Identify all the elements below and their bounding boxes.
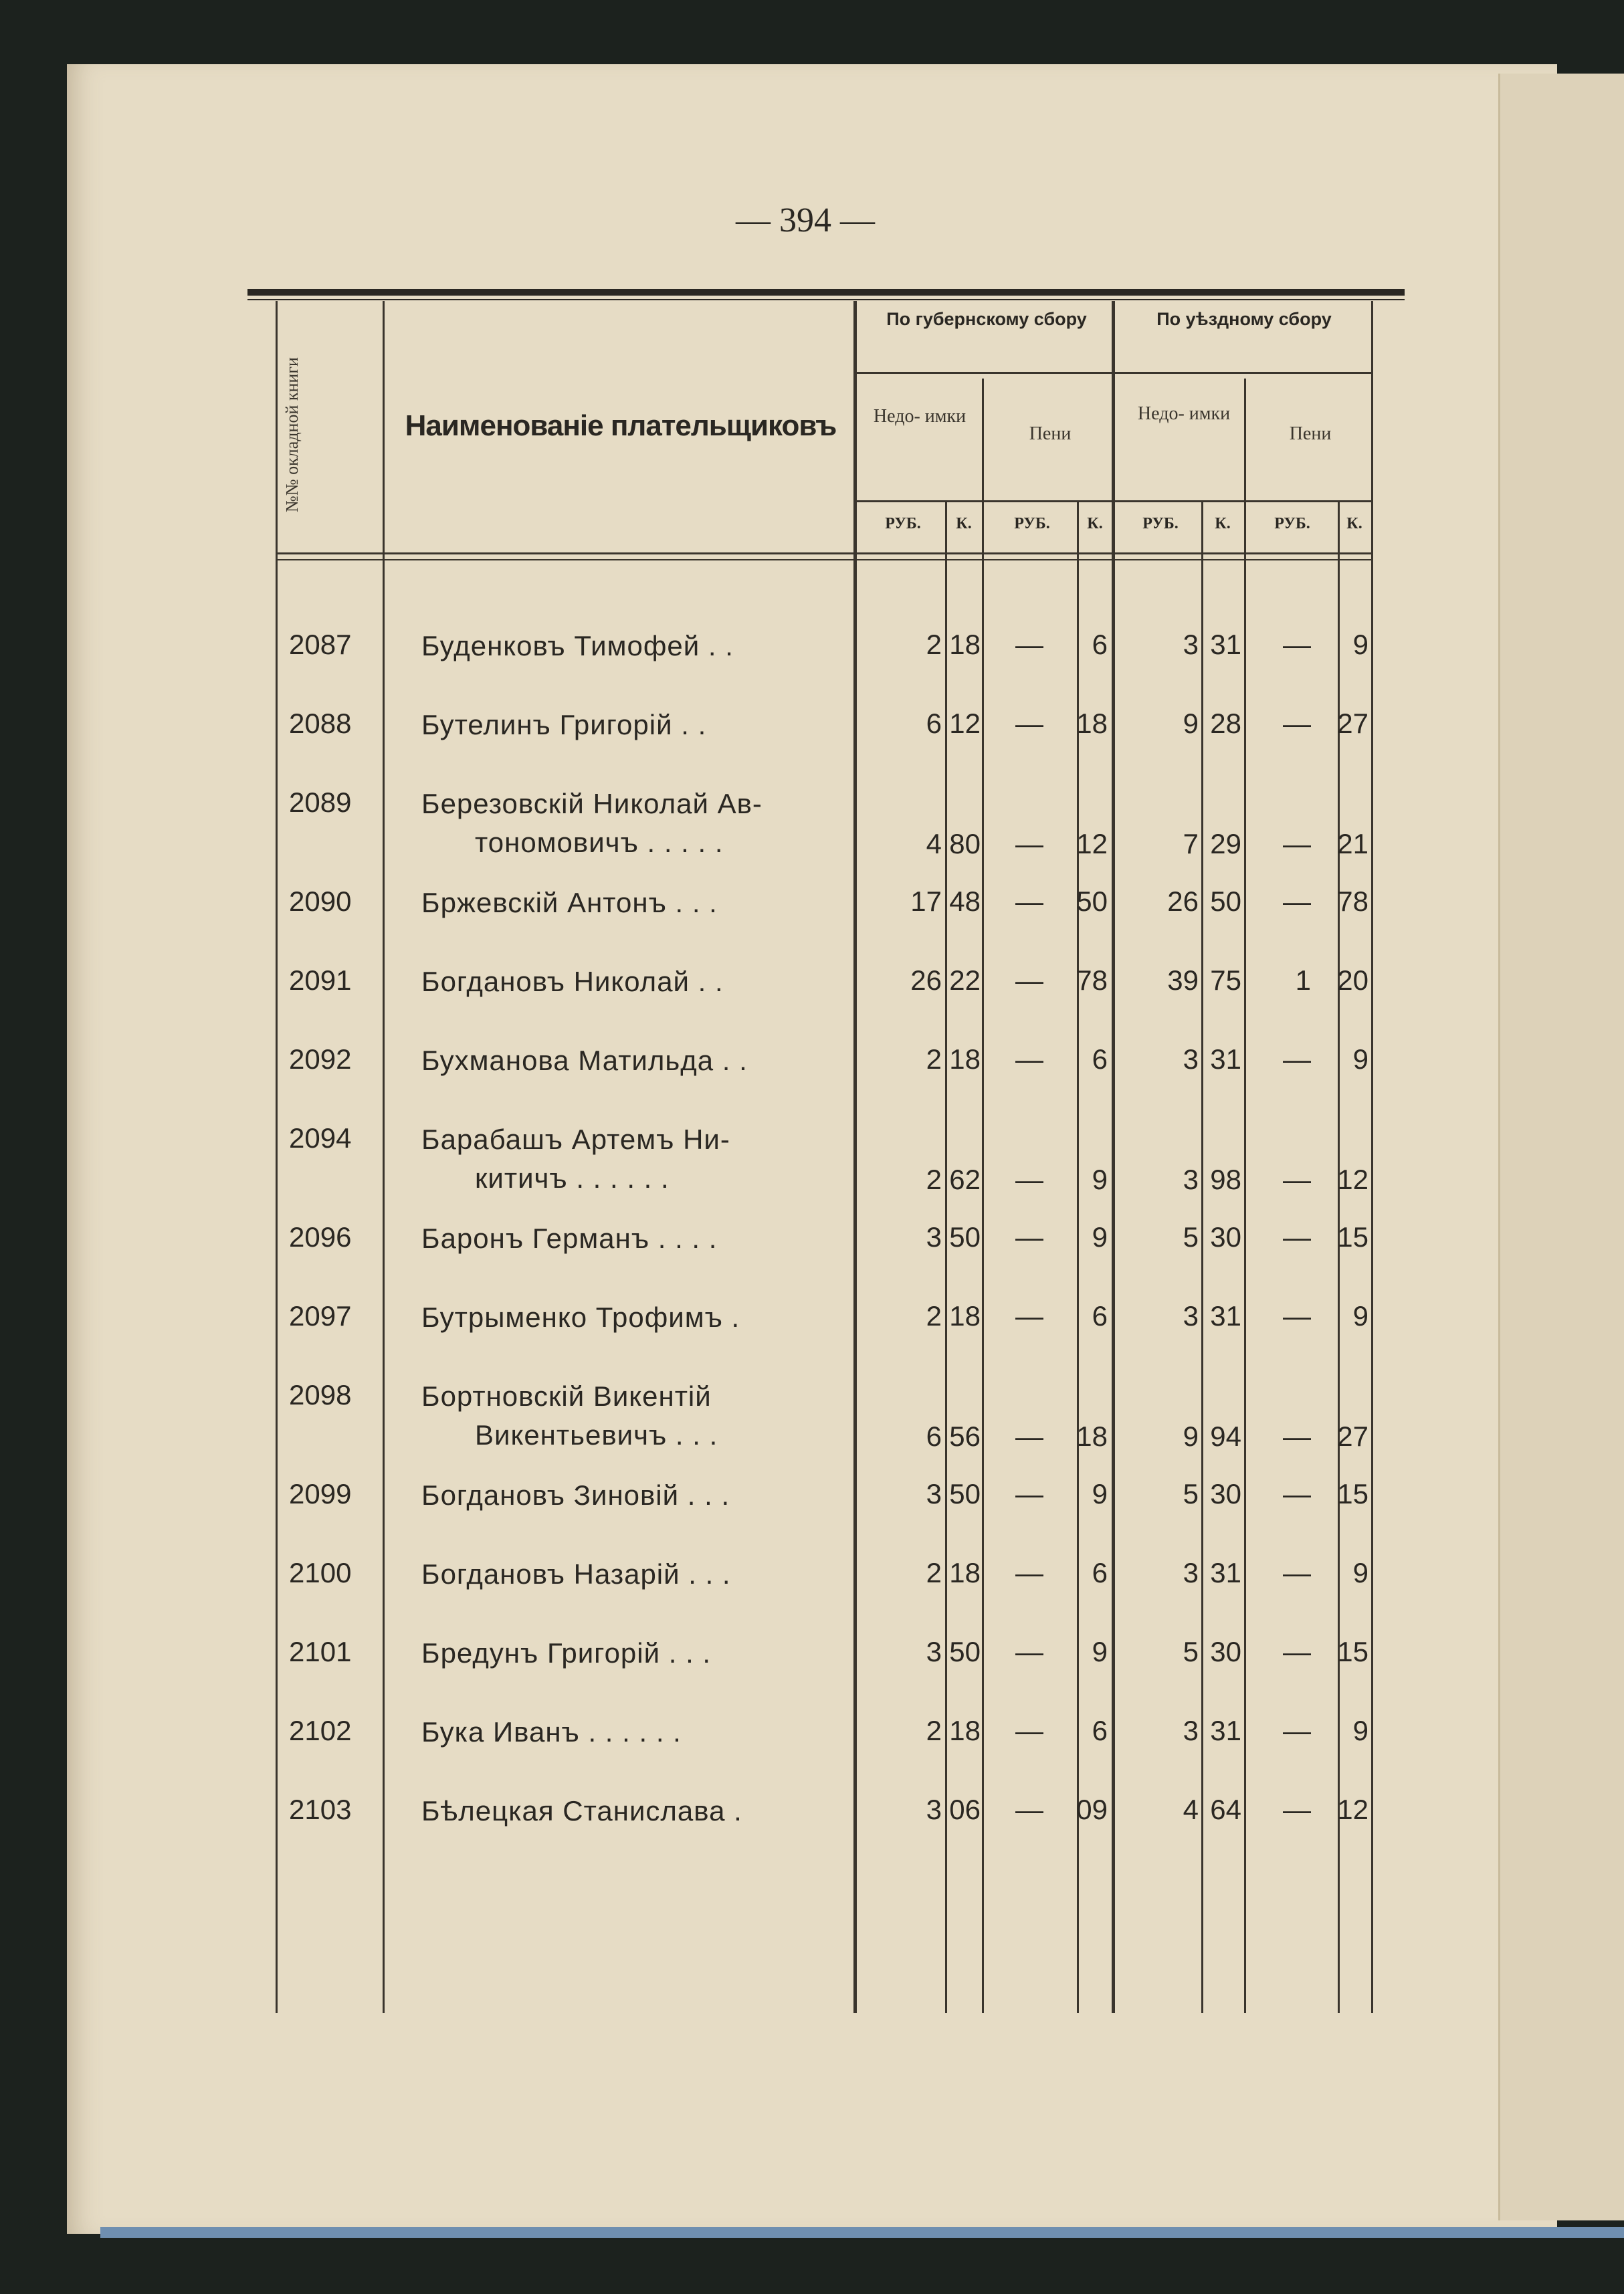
amount-u-pe-r: —: [1283, 1221, 1311, 1253]
amount-g-ar-r: 3: [926, 1221, 942, 1253]
amount-g-ar-k: 62: [949, 1164, 981, 1195]
payer-name: Баронъ Германъ . . . .: [421, 1223, 718, 1254]
amount-g-ar-r: 2: [926, 1164, 942, 1195]
amount-g-pe-k: 50: [1076, 885, 1108, 917]
book-number: 2089: [289, 787, 352, 818]
amount-g-pe-k: 6: [1092, 1557, 1108, 1588]
payer-name: Богдановъ Николай . .: [421, 966, 724, 997]
amount-u-pe-k: 15: [1337, 1636, 1368, 1667]
amount-u-ar-r: 9: [1183, 1421, 1199, 1452]
amount-g-pe-r: —: [1015, 1043, 1043, 1075]
book-number: 2098: [289, 1379, 352, 1411]
amount-u-ar-r: 5: [1183, 1221, 1199, 1253]
amount-g-pe-r: —: [1015, 1221, 1043, 1253]
header-line-3: [276, 552, 1371, 554]
book-number: 2087: [289, 629, 352, 660]
amount-u-pe-r: —: [1283, 885, 1311, 917]
amount-u-pe-k: 27: [1337, 708, 1368, 739]
amount-g-ar-r: 3: [926, 1636, 942, 1667]
amount-u-pe-r: —: [1283, 1715, 1311, 1746]
book-number: 2099: [289, 1478, 352, 1509]
amount-u-pe-r: —: [1283, 1636, 1311, 1667]
amount-g-ar-r: 3: [926, 1794, 942, 1825]
col-line-gubern: [1112, 301, 1115, 2013]
amount-g-ar-r: 6: [926, 708, 942, 739]
book-number: 2100: [289, 1557, 352, 1588]
amount-u-pe-k: 20: [1337, 964, 1368, 996]
col-line-g-ar: [982, 379, 984, 2013]
amount-u-ar-k: 64: [1210, 1794, 1241, 1825]
amount-g-pe-k: 09: [1076, 1794, 1108, 1825]
book-number: 2103: [289, 1794, 352, 1825]
book-no-header: №№ окладной книги: [282, 357, 302, 512]
amount-u-pe-k: 9: [1352, 1557, 1368, 1588]
amount-u-ar-k: 31: [1210, 1715, 1241, 1746]
amount-g-ar-k: 18: [949, 1715, 981, 1746]
payer-name: Бутрыменко Трофимъ .: [421, 1301, 740, 1333]
amount-u-ar-r: 3: [1183, 1300, 1199, 1332]
col-line-right: [1371, 301, 1373, 2013]
payer-name: Бѣлецкая Станислава .: [421, 1795, 742, 1827]
book-number: 2096: [289, 1221, 352, 1253]
amount-g-pe-r: —: [1015, 1557, 1043, 1588]
amount-u-ar-k: 98: [1210, 1164, 1241, 1195]
amount-u-ar-r: 9: [1183, 708, 1199, 739]
amount-g-pe-k: 9: [1092, 1636, 1108, 1667]
amount-u-ar-k: 30: [1210, 1221, 1241, 1253]
uezd-header: По уѣздному сбору: [1156, 309, 1332, 329]
header-line-2: [853, 500, 1371, 502]
amount-g-ar-r: 17: [910, 885, 942, 917]
payer-name: Бредунъ Григорій . . .: [421, 1637, 712, 1669]
amount-u-ar-r: 5: [1183, 1478, 1199, 1509]
table-top-thin-rule: [247, 299, 1405, 300]
amount-g-ar-r: 6: [926, 1421, 942, 1452]
book-number: 2091: [289, 964, 352, 996]
amount-g-pe-r: —: [1015, 1478, 1043, 1509]
amount-u-ar-r: 5: [1183, 1636, 1199, 1667]
amount-u-pe-k: 15: [1337, 1221, 1368, 1253]
amount-u-pe-r: —: [1283, 708, 1311, 739]
facing-page-edge: [1498, 74, 1624, 2220]
amount-g-ar-r: 4: [926, 828, 942, 859]
amount-u-pe-k: 27: [1337, 1421, 1368, 1452]
payer-name: Викентьевичъ . . .: [475, 1419, 718, 1451]
amount-g-pe-k: 6: [1092, 1715, 1108, 1746]
page-number: — 394 —: [736, 201, 875, 239]
header-line-1: [853, 372, 1371, 374]
amount-g-pe-k: 78: [1076, 964, 1108, 996]
amount-u-ar-r: 3: [1183, 1715, 1199, 1746]
amount-u-ar-k: 31: [1210, 629, 1241, 660]
amount-u-ar-k: 50: [1210, 885, 1241, 917]
col-line-left: [276, 301, 278, 2013]
amount-g-ar-k: 22: [949, 964, 981, 996]
amount-g-pe-k: 6: [1092, 1043, 1108, 1075]
amount-u-ar-r: 7: [1183, 828, 1199, 859]
amount-g-pe-r: —: [1015, 1421, 1043, 1452]
amount-u-ar-k: 30: [1210, 1636, 1241, 1667]
amount-g-ar-k: 06: [949, 1794, 981, 1825]
book-number: 2097: [289, 1300, 352, 1332]
amount-u-ar-k: 30: [1210, 1478, 1241, 1509]
amount-g-ar-k: 50: [949, 1636, 981, 1667]
book-number: 2090: [289, 885, 352, 917]
amount-g-pe-r: —: [1015, 885, 1043, 917]
g-arrears-header: Недо- имки: [873, 406, 967, 427]
amount-u-ar-k: 75: [1210, 964, 1241, 996]
payer-name: Буденковъ Тимофей . .: [421, 630, 734, 661]
amount-g-ar-k: 56: [949, 1421, 981, 1452]
g-pe-kop-unit: К.: [1087, 515, 1103, 532]
amount-g-pe-k: 18: [1076, 1421, 1108, 1452]
amount-u-pe-k: 21: [1337, 828, 1368, 859]
amount-g-pe-r: —: [1015, 1300, 1043, 1332]
amount-g-ar-k: 18: [949, 1043, 981, 1075]
u-pe-rub-unit: РУБ.: [1274, 515, 1310, 532]
amount-g-pe-k: 9: [1092, 1164, 1108, 1195]
amount-u-ar-r: 3: [1183, 1164, 1199, 1195]
amount-u-pe-k: 78: [1337, 885, 1368, 917]
header-line-4: [276, 559, 1371, 560]
amount-u-pe-r: —: [1283, 1478, 1311, 1509]
g-ar-kop-unit: К.: [956, 515, 972, 532]
amount-u-ar-r: 3: [1183, 629, 1199, 660]
amount-g-pe-k: 6: [1092, 629, 1108, 660]
amount-g-pe-r: —: [1015, 629, 1043, 660]
amount-g-pe-r: —: [1015, 708, 1043, 739]
payer-name: Барабашъ Артемъ Ни-: [421, 1124, 730, 1155]
col-line-book-no: [383, 301, 385, 2013]
g-pe-rub-unit: РУБ.: [1014, 515, 1050, 532]
amount-u-ar-k: 31: [1210, 1300, 1241, 1332]
amount-u-ar-k: 94: [1210, 1421, 1241, 1452]
payer-name: тономовичъ . . . . .: [475, 827, 724, 858]
amount-g-ar-k: 48: [949, 885, 981, 917]
amount-u-pe-r: —: [1283, 1164, 1311, 1195]
amount-g-pe-r: —: [1015, 1164, 1043, 1195]
payer-name-header: Наименованіе плательщиковъ: [405, 409, 837, 442]
amount-g-pe-r: —: [1015, 1794, 1043, 1825]
amount-g-pe-k: 9: [1092, 1221, 1108, 1253]
g-ar-rub-unit: РУБ.: [885, 515, 921, 532]
amount-g-ar-r: 3: [926, 1478, 942, 1509]
amount-u-pe-k: 9: [1352, 629, 1368, 660]
amount-g-pe-r: —: [1015, 964, 1043, 996]
amount-g-pe-k: 18: [1076, 708, 1108, 739]
u-ar-rub-unit: РУБ.: [1142, 515, 1179, 532]
book-number: 2088: [289, 708, 352, 739]
book-number: 2102: [289, 1715, 352, 1746]
amount-u-ar-k: 31: [1210, 1557, 1241, 1588]
col-line-u-ar: [1244, 379, 1246, 2013]
book-number: 2092: [289, 1043, 352, 1075]
amount-g-ar-r: 2: [926, 1043, 942, 1075]
amount-g-pe-r: —: [1015, 828, 1043, 859]
amount-u-pe-r: —: [1283, 1794, 1311, 1825]
amount-u-ar-r: 4: [1183, 1794, 1199, 1825]
amount-u-ar-r: 39: [1167, 964, 1199, 996]
u-pe-kop-unit: К.: [1346, 515, 1362, 532]
payer-name: Богдановъ Зиновій . . .: [421, 1479, 730, 1511]
amount-g-ar-k: 50: [949, 1478, 981, 1509]
u-penalty-header: Пени: [1289, 423, 1332, 444]
payer-name: Бука Иванъ . . . . . .: [421, 1716, 682, 1748]
u-arrears-header: Недо- имки: [1137, 403, 1231, 424]
table-top-rule: [247, 289, 1405, 296]
book-number: 2101: [289, 1636, 352, 1667]
payer-name: Бутелинъ Григорій . .: [421, 709, 707, 740]
amount-g-ar-k: 18: [949, 629, 981, 660]
amount-g-ar-k: 80: [949, 828, 981, 859]
amount-g-ar-r: 2: [926, 1557, 942, 1588]
amount-g-ar-k: 18: [949, 1557, 981, 1588]
payer-name: Бортновскій Викентій: [421, 1380, 712, 1412]
amount-g-ar-r: 2: [926, 1715, 942, 1746]
scan-bottom-strip: [100, 2227, 1624, 2238]
amount-u-pe-r: —: [1283, 828, 1311, 859]
g-penalty-header: Пени: [1029, 423, 1072, 444]
amount-u-pe-k: 9: [1352, 1043, 1368, 1075]
amount-u-pe-r: —: [1283, 1557, 1311, 1588]
amount-u-ar-k: 28: [1210, 708, 1241, 739]
payer-name: Богдановъ Назарій . . .: [421, 1558, 731, 1590]
amount-g-pe-k: 9: [1092, 1478, 1108, 1509]
amount-g-ar-r: 2: [926, 629, 942, 660]
payer-name: Бржевскій Антонъ . . .: [421, 887, 718, 918]
amount-u-pe-k: 15: [1337, 1478, 1368, 1509]
amount-u-pe-r: —: [1283, 1300, 1311, 1332]
amount-u-ar-r: 3: [1183, 1043, 1199, 1075]
amount-u-pe-k: 9: [1352, 1300, 1368, 1332]
amount-u-pe-k: 12: [1337, 1164, 1368, 1195]
amount-g-pe-r: —: [1015, 1636, 1043, 1667]
amount-u-pe-r: —: [1283, 1043, 1311, 1075]
amount-g-ar-k: 18: [949, 1300, 981, 1332]
amount-g-ar-k: 12: [949, 708, 981, 739]
amount-g-pe-r: —: [1015, 1715, 1043, 1746]
amount-g-ar-r: 2: [926, 1300, 942, 1332]
payer-name: Бухманова Матильда . .: [421, 1045, 748, 1076]
amount-g-ar-k: 50: [949, 1221, 981, 1253]
amount-u-pe-r: 1: [1295, 964, 1311, 996]
payer-name: китичъ . . . . . .: [475, 1162, 670, 1194]
amount-u-pe-r: —: [1283, 1421, 1311, 1452]
book-number: 2094: [289, 1122, 352, 1154]
amount-u-ar-k: 31: [1210, 1043, 1241, 1075]
u-ar-kop-unit: К.: [1215, 515, 1231, 532]
amount-u-pe-k: 12: [1337, 1794, 1368, 1825]
amount-u-pe-k: 9: [1352, 1715, 1368, 1746]
col-line-name: [853, 301, 857, 2013]
amount-u-ar-k: 29: [1210, 828, 1241, 859]
amount-u-pe-r: —: [1283, 629, 1311, 660]
payer-name: Березовскій Николай Ав-: [421, 788, 763, 819]
amount-g-pe-k: 6: [1092, 1300, 1108, 1332]
amount-g-ar-r: 26: [910, 964, 942, 996]
amount-u-ar-r: 26: [1167, 885, 1199, 917]
gubern-header: По губернскому сбору: [886, 309, 1087, 329]
amount-u-ar-r: 3: [1183, 1557, 1199, 1588]
amount-g-pe-k: 12: [1076, 828, 1108, 859]
